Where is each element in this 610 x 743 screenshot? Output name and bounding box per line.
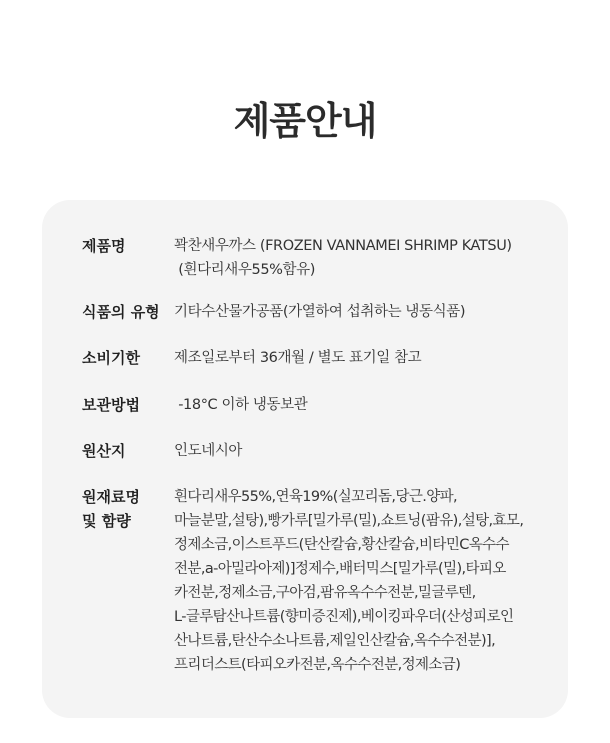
- info-label: [82, 485, 174, 533]
- info-value: [174, 439, 554, 463]
- info-value-line: (흰다리새우55%함유): [174, 262, 316, 278]
- info-label-line: 및 함량: [82, 512, 131, 530]
- info-value-line: 전분,a-아밀라아제)]정제수,배터믹스[밀가루(밀),타피오: [174, 561, 506, 577]
- info-value-line: 인도네시아: [174, 443, 243, 459]
- info-value: [174, 393, 554, 417]
- info-value-line: 정제소금,이스트푸드(탄산칼슘,황산칼슘,비타민C옥수수: [174, 537, 509, 553]
- info-label: 식품의 유형: [82, 303, 160, 321]
- info-value: [174, 485, 554, 677]
- info-value: [174, 346, 554, 370]
- product-info-card: [42, 200, 568, 718]
- info-value: [174, 234, 554, 282]
- info-label-line: 원재료명: [82, 488, 140, 506]
- info-value-line: -18°C 이하 냉동보관: [174, 397, 308, 413]
- info-label: 보관방법: [82, 396, 140, 414]
- info-value: [174, 300, 554, 324]
- info-value-line: 프리더스트(타피오카전분,옥수수전분,정제소금): [174, 657, 461, 673]
- info-value-line: 카전분,정제소금,구아검,팜유옥수수전분,밀글루텐,: [174, 585, 476, 601]
- info-value-line: L-글루탐산나트륨(향미증진제),베이킹파우더(산성피로인: [174, 609, 514, 625]
- info-label: 소비기한: [82, 349, 140, 367]
- info-value-line: 제조일로부터 36개월 / 별도 표기일 참고: [174, 350, 422, 366]
- info-value-line: 꽉찬새우까스 (FROZEN VANNAMEI SHRIMP KATSU): [174, 238, 512, 254]
- info-value-line: 산나트륨,탄산수소나트륨,제일인산칼슘,옥수수전분)],: [174, 633, 496, 649]
- info-value-line: 기타수산물가공품(가열하여 섭취하는 냉동식품): [174, 304, 466, 320]
- info-label: 제품명: [82, 237, 126, 255]
- page-title: 제품안내: [233, 99, 377, 143]
- info-label: 원산지: [82, 442, 126, 460]
- info-value-line: 흰다리새우55%,연육19%(실꼬리돔,당근.양파,: [174, 489, 458, 505]
- info-value-line: 마늘분말,설탕),빵가루[밀가루(밀),쇼트닝(팜유),설탕,효모,: [174, 513, 524, 529]
